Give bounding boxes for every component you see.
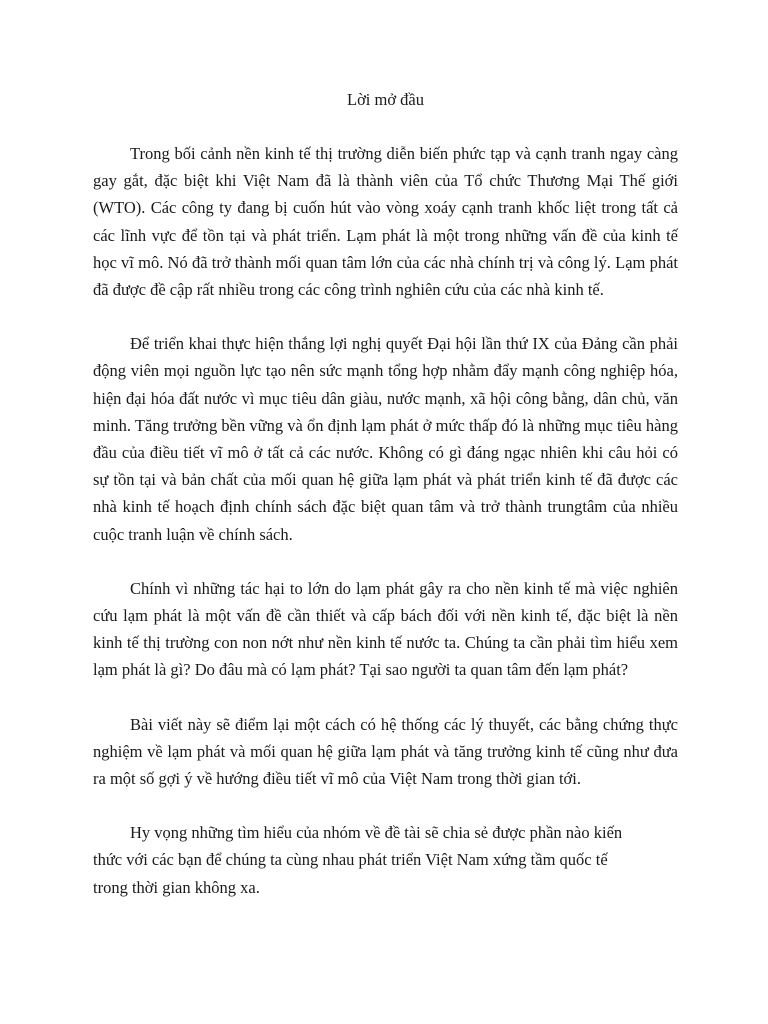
- paragraph-5: Hy vọng những tìm hiểu của nhóm về đề tài sẽ chia sẻ được phần nào kiến thức với các bạn để chúng ta cùng nhau phát triển Việt Nam xứng tầm quốc tế trong thời gian không xa.: [93, 823, 623, 897]
- paragraph-4: Bài viết này sẽ điểm lại một cách có hệ thống các lý thuyết, các bằng chứng thực nghiệm về lạm phát và mối quan hệ giữa lạm phát và tăng trưởng kinh tế cũng như đưa ra một số gợi ý về hướng điều tiết vĩ mô của Việt Nam trong thời gian tới.: [93, 714, 678, 789]
- page-title: Lời mở đầu: [346, 90, 425, 109]
- paragraph-1: Trong bối cảnh nền kinh tế thị trường diễn biến phức tạp và cạnh tranh ngay càng gay gắt, đặc biệt khi Việt Nam đã là thành viên của Tổ chức Thương Mại Thế giới (WTO). Các công ty đang bị cuốn hút vào vòng xoáy cạnh tranh khốc liệt trong tất cả các lĩnh vực để tồn tại và phát triển. Lạm phát là một trong những vấn đề của kinh tế học vĩ mô. Nó đã trở thành mối quan tâm lớn của các nhà chính trị và công lý. Lạm phát đã được đề cập rất nhiều trong các công trình nghiên cứu của các nhà kinh tế.: [93, 144, 678, 300]
- paragraph-3: Chính vì những tác hại to lớn do lạm phát gây ra cho nền kinh tế mà việc nghiên cứu lạm phát là một vấn đề cần thiết và cấp bách đối với nền kinh tế, đặc biệt là nền kinh tế thị trường con non nớt như nền kinh tế nước ta. Chúng ta cần phải tìm hiểu xem lạm phát là gì? Do đâu mà có lạm phát? Tại sao người ta quan tâm đến lạm phát?: [93, 578, 678, 680]
- paragraph-2: Để triển khai thực hiện thắng lợi nghị quyết Đại hội lần thứ IX của Đảng cần phải động viên mọi nguồn lực tạo nên sức mạnh tổng hợp nhằm đẩy mạnh công nghiệp hóa, hiện đại hóa đất nước vì mục tiêu dân giàu, nước mạnh, xã hội công bằng, dân chủ, văn minh. Tăng trưởng bền vững và ổn định lạm phát ở mức thấp đó là những mục tiêu hàng đầu của điều tiết vĩ mô ở tất cả các nước. Không có gì đáng ngạc nhiên khi câu hỏi có sự tồn tại và bản chất của mối quan hệ giữa lạm phát và phát triển kinh tế đã được các nhà kinh tế hoạch định chính sách đặc biệt quan tâm và trở thành trungtâm của nhiều cuộc tranh luận về chính sách.: [93, 334, 678, 544]
